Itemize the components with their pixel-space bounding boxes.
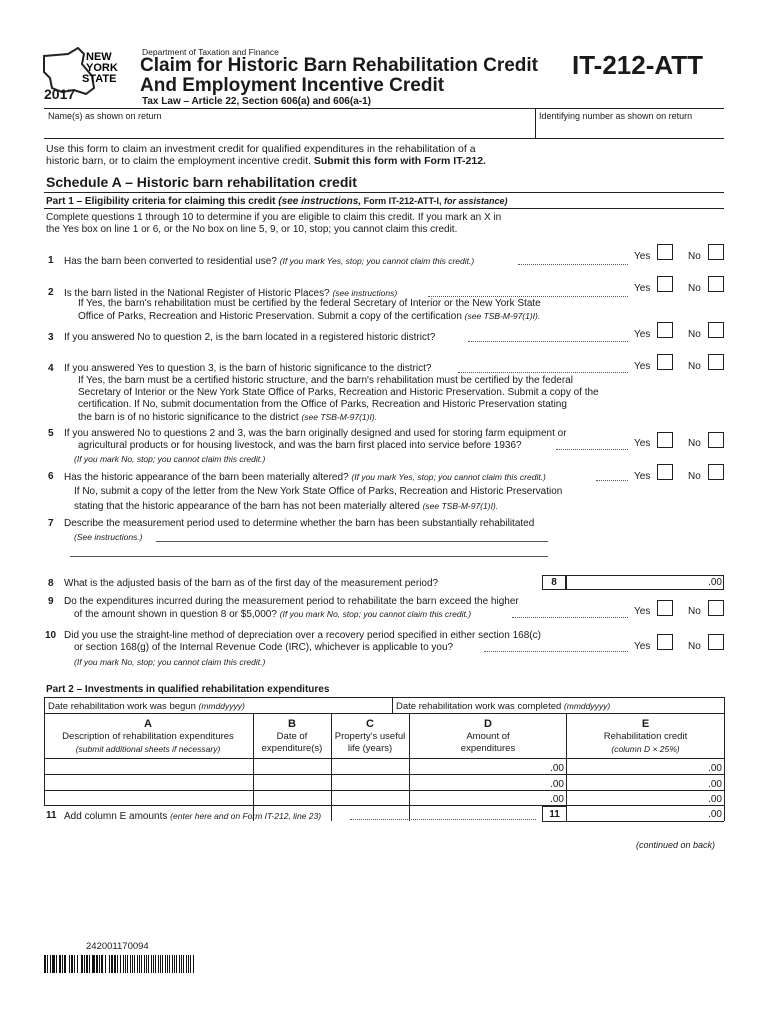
row3-col-d-value: .00 <box>550 794 564 805</box>
q10-no-label: No <box>688 641 701 652</box>
q10-no-checkbox[interactable] <box>708 634 724 650</box>
barcode <box>44 955 194 973</box>
part1-title: Part 1 – Eligibility criteria for claiming this credit (see instructions, Form IT-212-ATT-I, for assistance) <box>46 196 508 207</box>
row2-col-e-value: .00 <box>708 779 722 790</box>
q6-no-label: No <box>688 471 701 482</box>
q1-text: Has the barn been converted to residential use? (If you mark Yes, stop; you cannot claim this credit.) <box>64 256 475 267</box>
barcode-number: 242001170094 <box>86 941 149 952</box>
q4-no-checkbox[interactable] <box>708 354 724 370</box>
q4-sub3: certification. If No, submit documentation from the Office of Parks, Recreation and Historic Preservation stating <box>78 399 567 410</box>
q3-yes-label: Yes <box>634 329 651 340</box>
line11-box-number: 11 <box>549 809 560 820</box>
q2-no-checkbox[interactable] <box>708 276 724 292</box>
q7-answer-line-1[interactable] <box>156 541 548 542</box>
q9-no-checkbox[interactable] <box>708 600 724 616</box>
col-a-line2: (submit additional sheets if necessary) <box>75 744 221 754</box>
q3-yes-checkbox[interactable] <box>657 322 673 338</box>
q6-no-checkbox[interactable] <box>708 464 724 480</box>
q5-number: 5 <box>48 428 54 439</box>
q3-number: 3 <box>48 332 54 343</box>
q1-yes-label: Yes <box>634 251 651 262</box>
q2-text: Is the barn listed in the National Register of Historic Places? (see instructions) <box>64 288 398 299</box>
line11-text: Add column E amounts (enter here and on Form IT-212, line 23) <box>64 811 322 822</box>
col-c-line1: Property's useful <box>334 731 406 742</box>
q10-note: (If you mark No, stop; you cannot claim this credit.) <box>74 657 266 667</box>
q10-yes-checkbox[interactable] <box>657 634 673 650</box>
q8-number: 8 <box>48 578 54 589</box>
col-e-line1: Rehabilitation credit <box>603 731 688 742</box>
instructions-line2: the Yes box on line 1 or 6, or the No box on line 5, 9, or 10, stop; you cannot claim this credit. <box>46 224 458 235</box>
form-id: IT-212-ATT <box>572 50 703 80</box>
q6-yes-checkbox[interactable] <box>657 464 673 480</box>
col-a-line1: Description of rehabilitation expenditures <box>62 731 234 742</box>
intro-line2: historic barn, or to claim the employment incentive credit. Submit this form with Form IT-212. <box>46 155 486 167</box>
line11-number: 11 <box>46 810 57 821</box>
form-title-line2: And Employment Incentive Credit <box>140 75 445 96</box>
q6-text: Has the historic appearance of the barn been materially altered? (If you mark Yes, stop; you cannot claim this credit.) <box>64 472 546 483</box>
q1-yes-checkbox[interactable] <box>657 244 673 260</box>
col-a-letter: A <box>144 718 152 730</box>
q4-yes-label: Yes <box>634 361 651 372</box>
q5-no-label: No <box>688 438 701 449</box>
schedule-a-title: Schedule A – Historic barn rehabilitation credit <box>46 174 357 190</box>
line11-amount-value: .00 <box>708 809 722 820</box>
q10-line1: Did you use the straight-line method of depreciation over a recovery period specified in either section 168(c) <box>64 630 541 641</box>
q5-no-checkbox[interactable] <box>708 432 724 448</box>
q10-number: 10 <box>45 630 57 641</box>
q10-yes-label: Yes <box>634 641 651 652</box>
q6-yes-label: Yes <box>634 471 651 482</box>
q7-note: (See instructions.) <box>74 532 143 542</box>
q9-yes-checkbox[interactable] <box>657 600 673 616</box>
q4-sub2: Secretary of Interior or the New York State Office of Parks, Recreation and Historic Preservation. Submit a copy of the <box>78 387 599 398</box>
col-c-line2: life (years) <box>347 743 393 754</box>
row3-col-e-value: .00 <box>708 794 722 805</box>
col-b-letter: B <box>288 718 296 730</box>
id-number-field[interactable] <box>536 109 724 137</box>
svg-text:YORK: YORK <box>86 62 118 74</box>
q1-no-checkbox[interactable] <box>708 244 724 260</box>
date-completed-field[interactable] <box>393 698 723 713</box>
q6-sub1: If No, submit a copy of the letter from the New York State Office of Parks, Recreation and Historic Preservation <box>74 486 563 497</box>
q5-line1: If you answered No to questions 2 and 3, was the barn originally designed and used for storing farm equipment or <box>64 428 567 439</box>
col-e-letter: E <box>641 718 650 730</box>
id-number-label: Identifying number as shown on return <box>539 111 693 121</box>
col-b-line1: Date of <box>276 731 308 742</box>
q2-no-label: No <box>688 283 701 294</box>
col-d-letter: D <box>484 718 492 730</box>
q4-sub4: the barn is of no historic significance to the district (see TSB-M-97(1)I). <box>78 412 378 423</box>
q4-number: 4 <box>48 363 54 374</box>
q9-line1: Do the expenditures incurred during the measurement period to rehabilitate the barn exceed the higher <box>64 596 519 607</box>
q7-text: Describe the measurement period used to determine whether the barn has been substantially rehabilitated <box>64 518 535 529</box>
names-label: Name(s) as shown on return <box>48 111 162 121</box>
row2-col-d-value: .00 <box>550 779 564 790</box>
q1-number: 1 <box>48 255 54 266</box>
col-c-letter: C <box>366 718 374 730</box>
q6-sub2: stating that the historic appearance of the barn has not been materially altered (see TSB-M-97(1)I). <box>74 501 499 512</box>
q3-no-label: No <box>688 329 701 340</box>
q4-text: If you answered Yes to question 3, is the barn of historic significance to the district? <box>64 363 432 374</box>
names-field[interactable] <box>44 109 534 137</box>
q9-no-label: No <box>688 606 701 617</box>
q7-answer-line-2[interactable] <box>70 556 548 557</box>
q2-yes-label: Yes <box>634 283 651 294</box>
q8-amount-value: .00 <box>708 577 722 588</box>
col-b-line2: expenditure(s) <box>261 743 323 754</box>
date-begun-field[interactable] <box>45 698 391 713</box>
q8-text: What is the adjusted basis of the barn as of the first day of the measurement period? <box>64 578 439 589</box>
q5-note: (If you mark No, stop; you cannot claim this credit.) <box>74 454 266 464</box>
col-e-line2: (column D × 25%) <box>611 744 680 754</box>
q5-yes-checkbox[interactable] <box>657 432 673 448</box>
date-completed-label: Date rehabilitation work was completed (mmddyyyy) <box>396 701 611 712</box>
q6-number: 6 <box>48 471 54 482</box>
q5-line2: agricultural products or for housing livestock, and was the barn first placed into service before 1936? <box>78 440 522 451</box>
q7-number: 7 <box>48 518 54 529</box>
q4-yes-checkbox[interactable] <box>657 354 673 370</box>
q3-text: If you answered No to question 2, is the barn located in a registered historic district? <box>64 332 436 343</box>
department-name: Department of Taxation and Finance <box>142 47 279 57</box>
row1-col-e-value: .00 <box>708 763 722 774</box>
q8-line-number: 8 <box>551 577 557 588</box>
tax-year: 2017 <box>44 86 76 102</box>
col-d-line1: Amount of <box>466 731 510 742</box>
col-d-line2: expenditures <box>460 743 516 754</box>
tax-law-reference: Tax Law – Article 22, Section 606(a) and 606(a-1) <box>142 96 371 107</box>
q2-yes-checkbox[interactable] <box>657 276 673 292</box>
row1-col-d-value: .00 <box>550 763 564 774</box>
svg-text:NEW: NEW <box>86 51 112 63</box>
part2-title: Part 2 – Investments in qualified rehabilitation expenditures <box>46 684 330 695</box>
form-title-line1: Claim for Historic Barn Rehabilitation Credit <box>140 55 538 76</box>
q9-line2: of the amount shown in question 8 or $5,000? (If you mark No, stop; you cannot claim this credit.) <box>74 609 472 620</box>
date-begun-label: Date rehabilitation work was begun (mmddyyyy) <box>48 701 245 712</box>
q2-number: 2 <box>48 287 54 298</box>
q9-number: 9 <box>48 596 54 607</box>
q10-line2: or section 168(g) of the Internal Revenue Code (IRC), whichever is applicable to you? <box>74 642 454 653</box>
q2-sub2: Office of Parks, Recreation and Historic Preservation. Submit a copy of the certification (see TSB-M-97(1)I). <box>78 311 541 322</box>
instructions-line1: Complete questions 1 through 10 to determine if you are eligible to claim this credit. If you mark an X in <box>46 212 502 223</box>
q4-no-label: No <box>688 361 701 372</box>
q2-sub1: If Yes, the barn's rehabilitation must be certified by the federal Secretary of Interior or the New York State <box>78 298 541 309</box>
intro-line1: Use this form to claim an investment credit for qualified expenditures in the rehabilitation of a <box>46 143 476 155</box>
continued-on-back: (continued on back) <box>636 840 716 850</box>
svg-text:STATE: STATE <box>82 73 117 85</box>
q4-sub1: If Yes, the barn must be a certified historic structure, and the barn's rehabilitation must be certified by the federal <box>78 375 573 386</box>
q1-no-label: No <box>688 251 701 262</box>
q9-yes-label: Yes <box>634 606 651 617</box>
q3-no-checkbox[interactable] <box>708 322 724 338</box>
q5-yes-label: Yes <box>634 438 651 449</box>
